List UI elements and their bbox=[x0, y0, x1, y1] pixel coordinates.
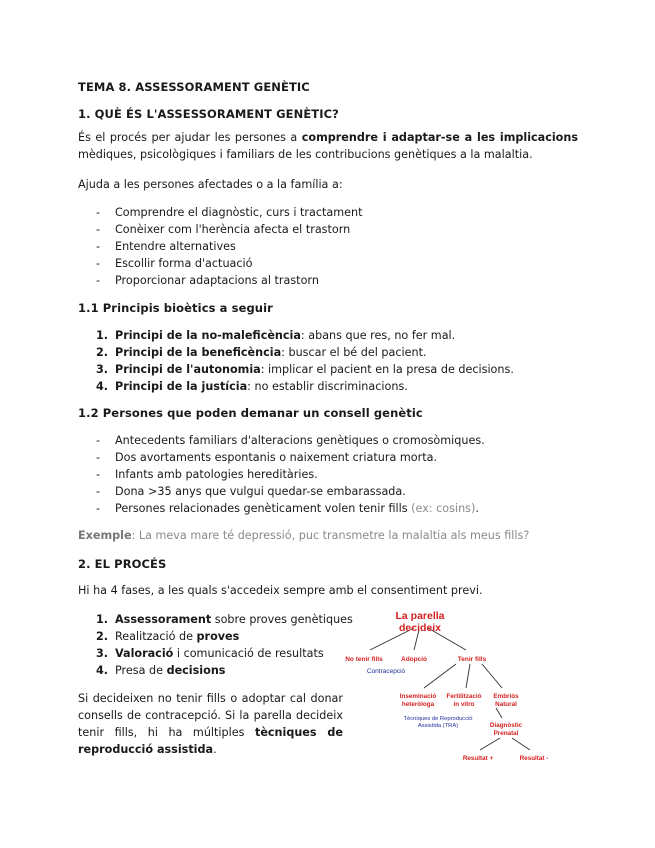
help-list bbox=[96, 204, 363, 289]
phase-post: sobre proves genètiques bbox=[211, 613, 353, 626]
decision-text-c: . bbox=[213, 743, 217, 756]
list-item-note: (ex: cosins) bbox=[411, 502, 476, 515]
phase-item bbox=[96, 645, 353, 662]
principle-name: Principi de la no-maleficència bbox=[115, 329, 301, 342]
item-number: 3. bbox=[96, 363, 109, 376]
definition-paragraph bbox=[78, 130, 578, 163]
root-label-line2: decideix bbox=[398, 622, 442, 634]
result-negative-label: Resultat - bbox=[519, 755, 549, 762]
section-1-2-heading: 1.2 Persones que poden demanar un consell genètic bbox=[78, 406, 423, 420]
list-item: - Comprendre el diagnòstic, curs i tractament bbox=[96, 204, 363, 221]
principle-item bbox=[96, 344, 514, 361]
principle-item bbox=[96, 361, 514, 378]
item-number: 1. bbox=[96, 613, 109, 626]
list-item-end: . bbox=[475, 502, 479, 515]
list-item-text: Persones relacionades genèticament volen tenir fills bbox=[115, 502, 412, 515]
principle-item bbox=[96, 327, 514, 344]
principle-desc: : implicar el pacient en la presa de decisions. bbox=[260, 363, 514, 376]
who-list bbox=[96, 432, 485, 517]
list-item: - Infants amb patologies hereditàries. bbox=[96, 466, 485, 483]
example-label: Exemple bbox=[78, 529, 132, 542]
process-intro: Hi ha 4 fases, a les quals s'accedeix sempre amb el consentiment previ. bbox=[78, 584, 483, 597]
ivf-label-line1: Fertilització bbox=[446, 693, 482, 700]
section-1-1-heading: 1.1 Principis bioètics a seguir bbox=[78, 301, 273, 315]
embryos-label-line2: Natural bbox=[495, 701, 517, 708]
decision-text-bold: tècniques de reproducció assistida bbox=[78, 726, 344, 756]
definition-text-a: És el procés per ajudar les persones a bbox=[78, 131, 302, 144]
section-1-heading: 1. QUÈ ÉS L'ASSESSORAMENT GENÈTIC? bbox=[78, 107, 339, 121]
phase-item bbox=[96, 628, 353, 645]
insemination-label-line2: heteròloga bbox=[401, 701, 435, 708]
definition-text-c: mèdiques, psicològiques i familiars de les contribucions genètiques a la malaltia. bbox=[78, 147, 533, 161]
principle-desc: : abans que res, no fer mal. bbox=[300, 329, 456, 342]
tra-label-line2: Assistida (TRA) bbox=[417, 723, 459, 729]
root-label-line1: La parella bbox=[395, 610, 445, 622]
principle-name: Principi de la justícia bbox=[115, 380, 248, 393]
contraception-label: Contracepció bbox=[366, 668, 406, 675]
have-children-label: Tenir fills bbox=[457, 656, 487, 663]
item-number: 4. bbox=[96, 664, 109, 677]
list-item: - Dos avortaments espontanis o naixement criatura morta. bbox=[96, 449, 485, 466]
decision-paragraph bbox=[78, 690, 343, 758]
no-children-label: No tenir fills bbox=[345, 656, 383, 663]
connector-line bbox=[424, 664, 456, 688]
phase-bold: Valoració bbox=[115, 647, 174, 660]
list-item: - Proporcionar adaptacions al trastorn bbox=[96, 272, 363, 289]
insemination-label-line1: Inseminació bbox=[399, 693, 437, 700]
list-item: - Escollir forma d'actuació bbox=[96, 255, 363, 272]
item-number: 3. bbox=[96, 647, 109, 660]
diagram-labels bbox=[345, 610, 548, 762]
ivf-label-line2: in vitro bbox=[453, 701, 475, 708]
definition-text-bold: comprendre i adaptar-se a les implicacions bbox=[301, 131, 578, 144]
list-item: - Antecedents familiars d'alteracions genètiques o cromosòmiques. bbox=[96, 432, 485, 449]
list-item bbox=[96, 500, 485, 517]
connector-line bbox=[512, 738, 530, 750]
connector-line bbox=[480, 738, 500, 750]
example-text: : La meva mare té depressió, puc transmetre la malaltia als meus fills? bbox=[131, 529, 530, 542]
result-positive-label: Resultat + bbox=[462, 755, 494, 762]
item-number: 2. bbox=[96, 346, 109, 359]
connector-line bbox=[496, 708, 502, 718]
embryos-label-line1: Embriós bbox=[493, 693, 519, 700]
tra-label-line1: Tècniques de Reproducció bbox=[403, 716, 473, 722]
phase-pre: Realització de bbox=[115, 630, 197, 643]
prenatal-label-line2: Prenatal bbox=[493, 730, 519, 737]
phase-post: i comunicació de resultats bbox=[173, 647, 324, 660]
phase-item bbox=[96, 662, 353, 679]
phase-item bbox=[96, 611, 353, 628]
principle-desc: : buscar el bé del pacient. bbox=[281, 346, 427, 359]
prenatal-label-line1: Diagnòstic bbox=[489, 722, 523, 729]
principle-item bbox=[96, 378, 514, 395]
example-line bbox=[78, 528, 598, 545]
phase-pre: Presa de bbox=[115, 664, 167, 677]
principle-name: Principi de la beneficència bbox=[115, 346, 282, 359]
phases-list bbox=[96, 611, 353, 679]
phase-bold: proves bbox=[196, 630, 240, 643]
phase-bold: Assessorament bbox=[115, 613, 212, 626]
phase-bold: decisions bbox=[166, 664, 226, 677]
principle-desc: : no establir discriminacions. bbox=[247, 380, 408, 393]
list-item: - Conèixer com l'herència afecta el trastorn bbox=[96, 221, 363, 238]
decision-diagram bbox=[334, 606, 562, 766]
connector-line bbox=[466, 664, 470, 688]
section-2-heading: 2. EL PROCÉS bbox=[78, 557, 167, 571]
item-number: 2. bbox=[96, 630, 109, 643]
adoption-label: Adopció bbox=[401, 656, 427, 663]
decision-text-a: Si decideixen no tenir fills o adoptar cal donar consells de contracepció. Si la parella decideix tenir fills, hi ha múltiples bbox=[78, 692, 343, 739]
item-number: 4. bbox=[96, 380, 109, 393]
decision-diagram-svg bbox=[334, 606, 562, 766]
item-number: 1. bbox=[96, 329, 109, 342]
connector-line bbox=[482, 664, 502, 688]
document-title: TEMA 8. ASSESSORAMENT GENÈTIC bbox=[78, 80, 310, 94]
principles-list bbox=[96, 327, 514, 395]
help-intro: Ajuda a les persones afectades o a la família a: bbox=[78, 178, 343, 191]
principle-name: Principi de l'autonomia bbox=[115, 363, 261, 376]
list-item: - Entendre alternatives bbox=[96, 238, 363, 255]
list-item: - Dona >35 anys que vulgui quedar-se embarassada. bbox=[96, 483, 485, 500]
